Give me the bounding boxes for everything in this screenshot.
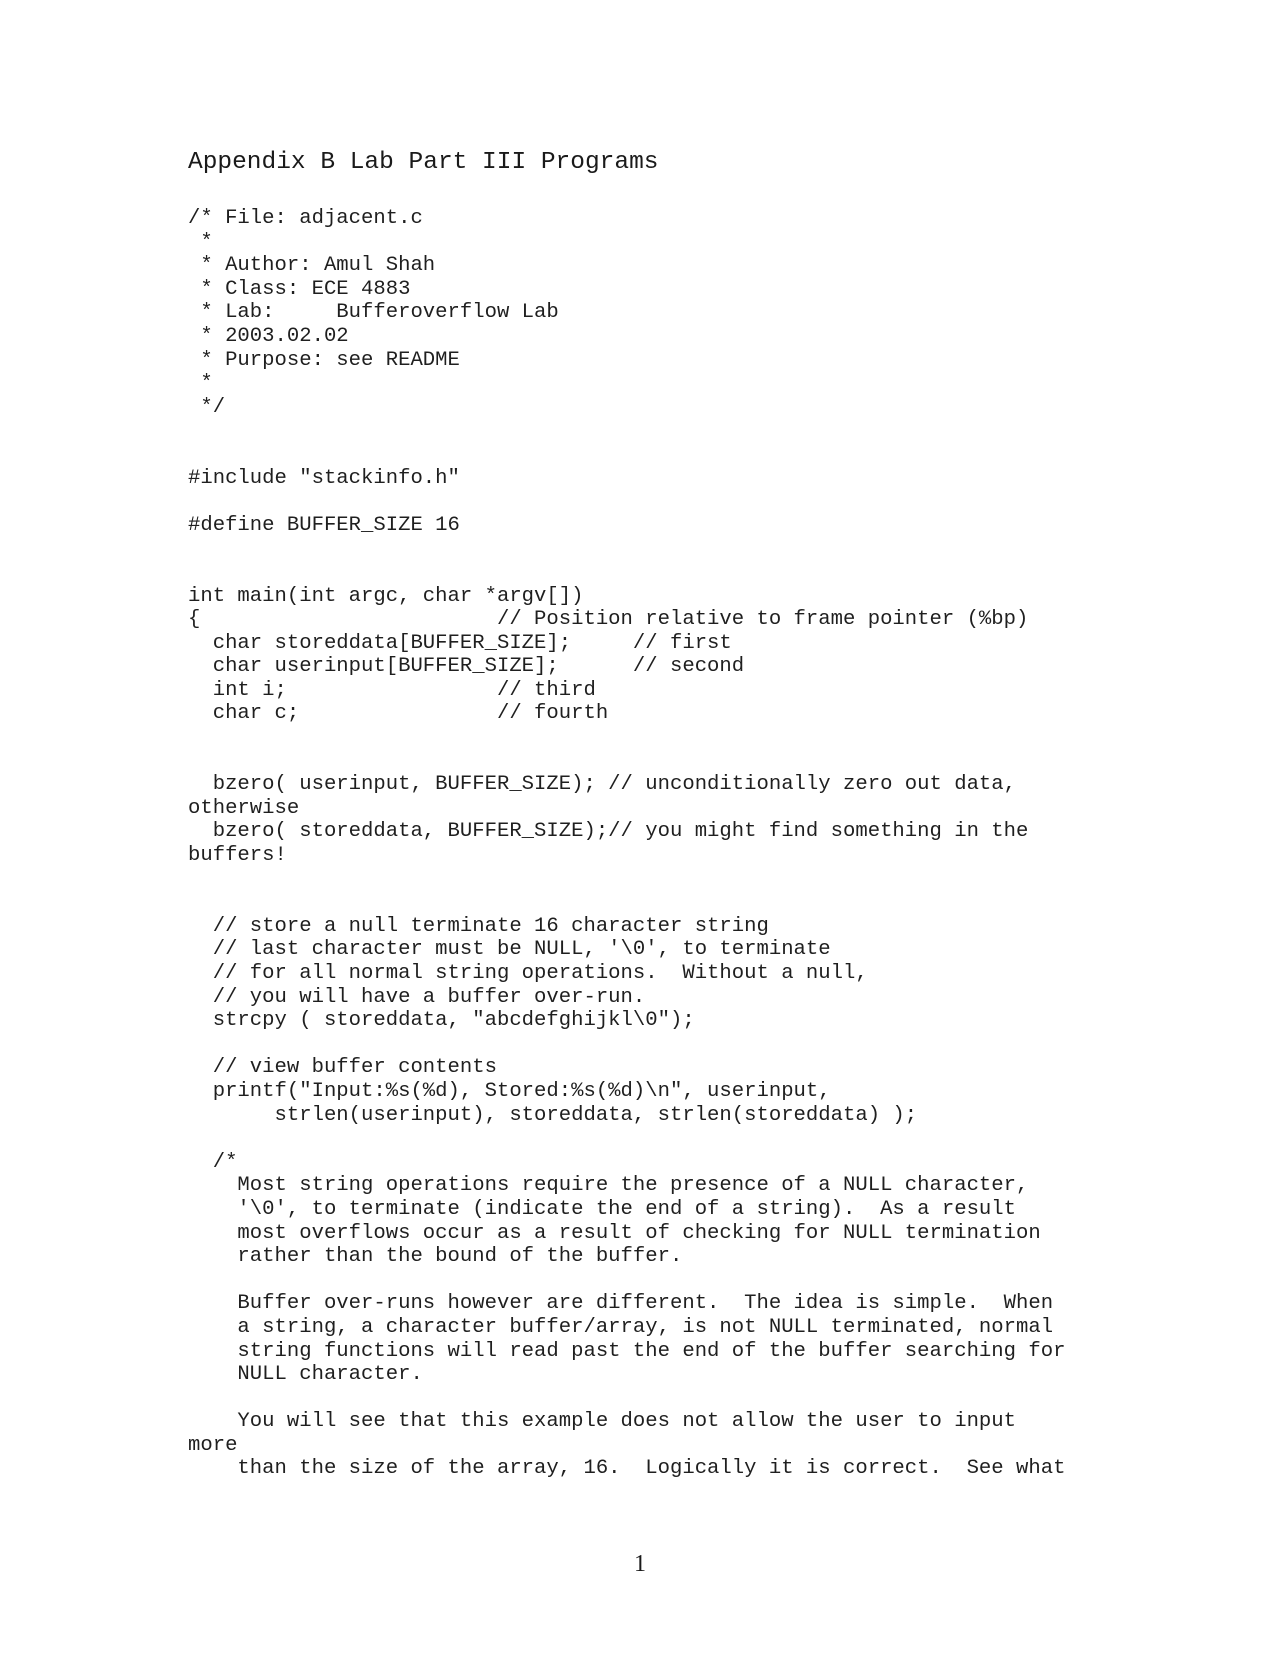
code-line (188, 443, 1065, 467)
code-line: char storeddata[BUFFER_SIZE]; // first (188, 631, 732, 655)
code-line: * (188, 230, 213, 254)
code-line: // view buffer contents (188, 1056, 497, 1080)
code-line (188, 537, 1065, 561)
code-line: * Author: Amul Shah (188, 254, 436, 278)
code-line (188, 750, 1065, 774)
code-line (188, 726, 1065, 750)
code-line (188, 419, 1065, 443)
code-line: You will see that this example does not allow the user to input (188, 1410, 1017, 1434)
code-line: #include "stackinfo.h" (188, 466, 460, 490)
code-listing (188, 207, 1065, 1481)
code-line: /* (188, 1150, 238, 1174)
code-line: bzero( userinput, BUFFER_SIZE); // unconditionally zero out data, (188, 773, 1017, 797)
code-line: int main(int argc, char *argv[]) (188, 584, 584, 608)
code-line: a string, a character buffer/array, is not NULL terminated, normal (188, 1315, 1054, 1339)
code-line (188, 868, 1065, 892)
code-line: char userinput[BUFFER_SIZE]; // second (188, 655, 745, 679)
code-line: // last character must be NULL, '\0', to terminate (188, 938, 831, 962)
code-line: * 2003.02.02 (188, 324, 349, 348)
code-line: /* File: adjacent.c (188, 207, 423, 230)
code-line (188, 490, 1065, 514)
code-line: char c; // fourth (188, 702, 609, 726)
code-line (188, 561, 1065, 585)
code-line: * (188, 372, 213, 396)
code-line: strcpy ( storeddata, "abcdefghijkl\0"); (188, 1009, 695, 1033)
code-line: printf("Input:%s(%d), Stored:%s(%d)\n", userinput, (188, 1079, 831, 1103)
code-line (188, 1127, 1065, 1151)
code-line (188, 891, 1065, 915)
code-line: rather than the bound of the buffer. (188, 1245, 683, 1269)
code-line: bzero( storeddata, BUFFER_SIZE);// you might find something in the (188, 820, 1029, 844)
code-line: otherwise (188, 796, 300, 820)
code-line (188, 1387, 1065, 1411)
code-line: // you will have a buffer over-run. (188, 985, 646, 1009)
code-line: than the size of the array, 16. Logically it is correct. See what (188, 1457, 1066, 1481)
code-line: Most string operations require the presence of a NULL character, (188, 1174, 1029, 1198)
code-line: */ (188, 395, 226, 419)
code-line: { // Position relative to frame pointer (%bp) (188, 608, 1029, 632)
code-line: int i; // third (188, 678, 596, 702)
code-line: string functions will read past the end of the buffer searching for (188, 1339, 1066, 1363)
code-line: #define BUFFER_SIZE 16 (188, 513, 460, 537)
page-title: Appendix B Lab Part III Programs (188, 149, 659, 176)
code-line: buffers! (188, 844, 287, 868)
code-line: most overflows occur as a result of checking for NULL termination (188, 1221, 1041, 1245)
code-line: // for all normal string operations. Without a null, (188, 962, 868, 985)
code-line: * Lab: Bufferoverflow Lab (188, 301, 559, 325)
code-line: * Class: ECE 4883 (188, 277, 411, 301)
code-line: '\0', to terminate (indicate the end of a string). As a result (188, 1197, 1017, 1221)
code-line: more (188, 1433, 238, 1457)
code-line: Buffer over-runs however are different. The idea is simple. When (188, 1292, 1054, 1316)
page-number: 1 (634, 1551, 646, 1577)
code-line: * Purpose: see README (188, 348, 460, 372)
code-line: // store a null terminate 16 character string (188, 914, 769, 938)
code-line (188, 1269, 1065, 1293)
code-line: strlen(userinput), storeddata, strlen(storeddata) ); (188, 1103, 918, 1127)
code-line (188, 1033, 1065, 1057)
code-line: NULL character. (188, 1363, 423, 1387)
